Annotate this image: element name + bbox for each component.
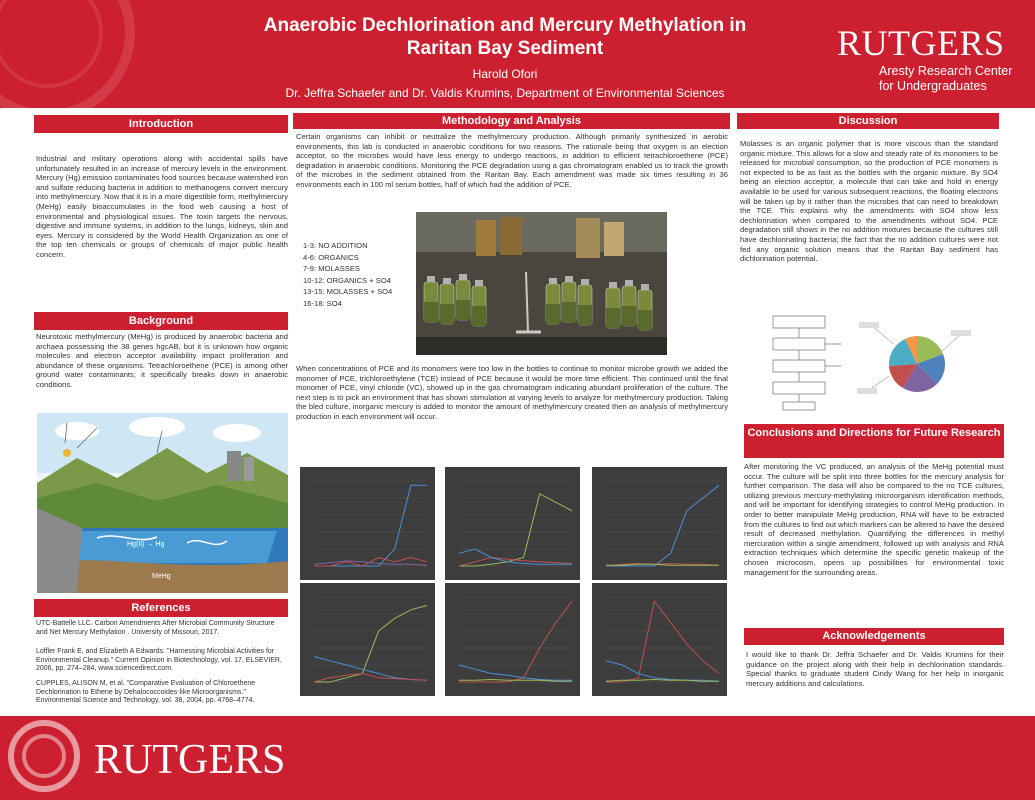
amendment-item: 13-15: MOLASSES + SO4 (303, 287, 393, 296)
mercury-cycle-diagram (37, 413, 288, 593)
methodology-text-1: Certain organisms can inhibit or neutralize the methylmercury production. Although primarily synthesized in aerobic environments, this lab is conducted in anaerobic conditions for two reasons. The rationale being that oxygen is an election acceptor, so the microbes would have less energy to undergo reactions, in addition to efficient tetrachloroethene (PCE) degradation in anaerobic conditions. Monitoring the PCE degradation using a gas chromatogram enabled us to track the growth of the microbes in the sediment obtained from the Raritan Bay. Each amendment was made six times resulting in 36 environments each in 100 ml serum bottles, half of which had the addition of PCE. (296, 132, 728, 189)
reference-3: CUPPLES, ALISON M, et al. "Comparative Evaluation of Chloroethene Dechlorination to Ethene by Dehalococcoides-like Microorganisms." Environmental Science and Technology, vol. 38, 2004, pp. 4768–4774. (36, 680, 256, 705)
background-text: Neurotoxic methylmercury (MeHg) is produced by anaerobic bacteria and archaea possessing the 38 genes hgcAB, but it is unknown how organic molecules and electron acceptor availability impact proliferation and abundance of these organisms. Tetrachloroethene (PCE) is among other ground water contaminants; it specifically breaks down in anaerobic conditions. (36, 332, 288, 389)
footer-rutgers-logo: RUTGERS (94, 737, 286, 783)
header-banner (0, 0, 1035, 108)
aresty-line-2: for Undergraduates (879, 79, 987, 93)
chart-1 (300, 467, 435, 580)
amendment-item: 1-3: NO ADDITION (303, 241, 368, 250)
amendment-item: 10-12: ORGANICS + SO4 (303, 275, 391, 285)
poster-title (160, 14, 850, 60)
mehg-label: MeHg (152, 573, 171, 580)
conclusions-text: After monitoring the VC produced, an analysis of the MeHg potential must occur. The culture will be split into three bottles for the mercury analysis for further comparison. The data will also be compared to the no TCE cultures, utilizing previous mercury-methylating microorganism identification methods, and will be important for identifying strategies to control MeHg production. In order to better manipulate MeHg production, RNA will have to be extracted from the cultures to find out which markers can be altered to have the desired result of decreased methylation. Quantifying the differences in methyl mercuration within a single amendment, followed up with analysis and RNA extraction techniques which determine the specific genetic makeup of the chosen microcosm, opens up possibilities for environmental toxic management for the surrounding areas. (744, 462, 1005, 577)
chart-2 (445, 467, 580, 580)
title-line-2: Raritan Bay Sediment (406, 38, 604, 59)
discussion-text: Molasses is an organic polymer that is more viscous than the standard organic mixture. This allows for a slow and steady rate of its monomers to be released for microbial consumption, so the production of PCE monomers is not expected to be as fast as the bottles with the organic mixture. By SO4 being an election acceptor, a molecule that can take and hold in energy available to be used for various subsequent reactions, the floating electrons will be taken up by it rather than the microbes that can need to breakdown the TCE. This explains why the amendments with SO4 show less dechlorination when compared to the amendments without SO4. PCE degradation still shows in the no addition mixtures because the cultures still have dechlorinating bacteria; the fact that the no addition cultures were not fed any organic solution means that the Raritan Bay sediment has dichlorination potential. (740, 139, 998, 264)
aresty-line-1: Aresty Research Center (879, 64, 1013, 78)
acknowledgements-heading: Acknowledgements (744, 628, 1004, 645)
author: Harold Ofori (472, 67, 538, 81)
introduction-text: Industrial and military operations along with accidental spills have unfortunately resulted in an increase of mercury levels in the environment. Mercury (Hg) emission contaminates food sources because watershed iron and sulfate reducing bacteria in addition to methanogens convert mercury into methylmercury. Now that it is in a more digestible form, methylmercury (MeHg) easily bioaccumulates in the food web causing a host of environmental and physiological issues. The toxin targets the nervous, digestive and immune systems, in addition to the lungs, kidneys, skin and eyes. Mercury is considered by the World Health Organization as one of the top ten chemicals or groups of chemicals of major public health concern. (36, 154, 288, 259)
rutgers-logo: RUTGERS (837, 23, 1005, 63)
chart-6 (592, 583, 727, 696)
acknowledgements-text: I would like to thank Dr. Jeffra Schaefer and Dr. Valdis Krumins for their guidance on the project along with their help in dechlorination standards. Special thanks to graduate student Cindy Wang for her help in inorganic mercury additions and calculations. (746, 650, 1004, 688)
amendment-item: 7-9: MOLASSES (303, 264, 360, 273)
amendment-item: 16-18: SO4 (303, 298, 342, 308)
conclusions-heading: Conclusions and Directions for Future Research (744, 424, 1004, 458)
aresty-center-label (879, 64, 1012, 94)
discussion-heading: Discussion (737, 113, 999, 129)
reference-2: Loffler Frank E, and Elizabeth A Edwards. "Harnessing Microbial Activities for Environmental Cleanup." Current Opinion in Biotechnology, vol. 17, ELSEVIER, 2006, pp. 274–284, www.sciencedirect.com. (36, 648, 282, 673)
chart-4 (300, 583, 435, 696)
amendment-list (303, 240, 392, 309)
reference-1: UTC-Battelle LLC. Carbon Amendments After Microbial Community Structure and Net Mercury Methylation . University of Missouri, 2017. (36, 620, 275, 636)
footer-banner (0, 716, 1035, 800)
chart-3 (592, 467, 727, 580)
chart-series-line-2 (606, 661, 719, 681)
methodology-heading: Methodology and Analysis (293, 113, 730, 129)
chart-series-line-1 (314, 485, 427, 566)
university-seal-watermark (0, 0, 135, 108)
affiliation: Dr. Jeffra Schaefer and Dr. Valdis Krumins, Department of Environmental Sciences (285, 86, 725, 100)
pie-chart (855, 318, 975, 406)
chart-series-line-2 (459, 665, 572, 680)
title-line-1: Anaerobic Dechlorination and Mercury Methylation in (263, 15, 747, 36)
references-heading: References (34, 599, 288, 617)
chart-5 (445, 583, 580, 696)
hg-label: Hg(II) → Hg (127, 541, 165, 548)
chart-series-line-1 (314, 606, 427, 683)
chart-series-line-1 (606, 601, 719, 682)
serum-bottles-photo (416, 212, 667, 355)
chart-series-line-3 (314, 674, 427, 683)
chart-series-line-2 (314, 657, 427, 681)
introduction-heading: Introduction (34, 115, 288, 133)
amendment-item: 4-6: ORGANICS (303, 252, 359, 262)
methodology-text-2: When concentrations of PCE and its monomers were too low in the bottles to continue to monitor microbe growth we added the monomer of PCE, trichloroethylene (TCE) instead of PCE because it would be more time efficient. This continued until the final monomer of PCE, vinyl chloride (VC), showed up in the gas chromatogram indicating abundant proliferation of the culture. The next step is to pick an environment that has shown stimulation at varying levels to analyze for methylmercury production. Taking the bled culture, inorganic mercury is added to monitor the amount of methylmercury created then an analysis of methylmercury production in each environment will occur. (296, 364, 728, 421)
background-heading: Background (34, 312, 288, 330)
dechlorination-flowchart (771, 314, 846, 412)
chart-series-line-1 (459, 494, 572, 566)
footer-seal-icon (8, 720, 80, 792)
chart-series-line-1 (606, 485, 719, 566)
